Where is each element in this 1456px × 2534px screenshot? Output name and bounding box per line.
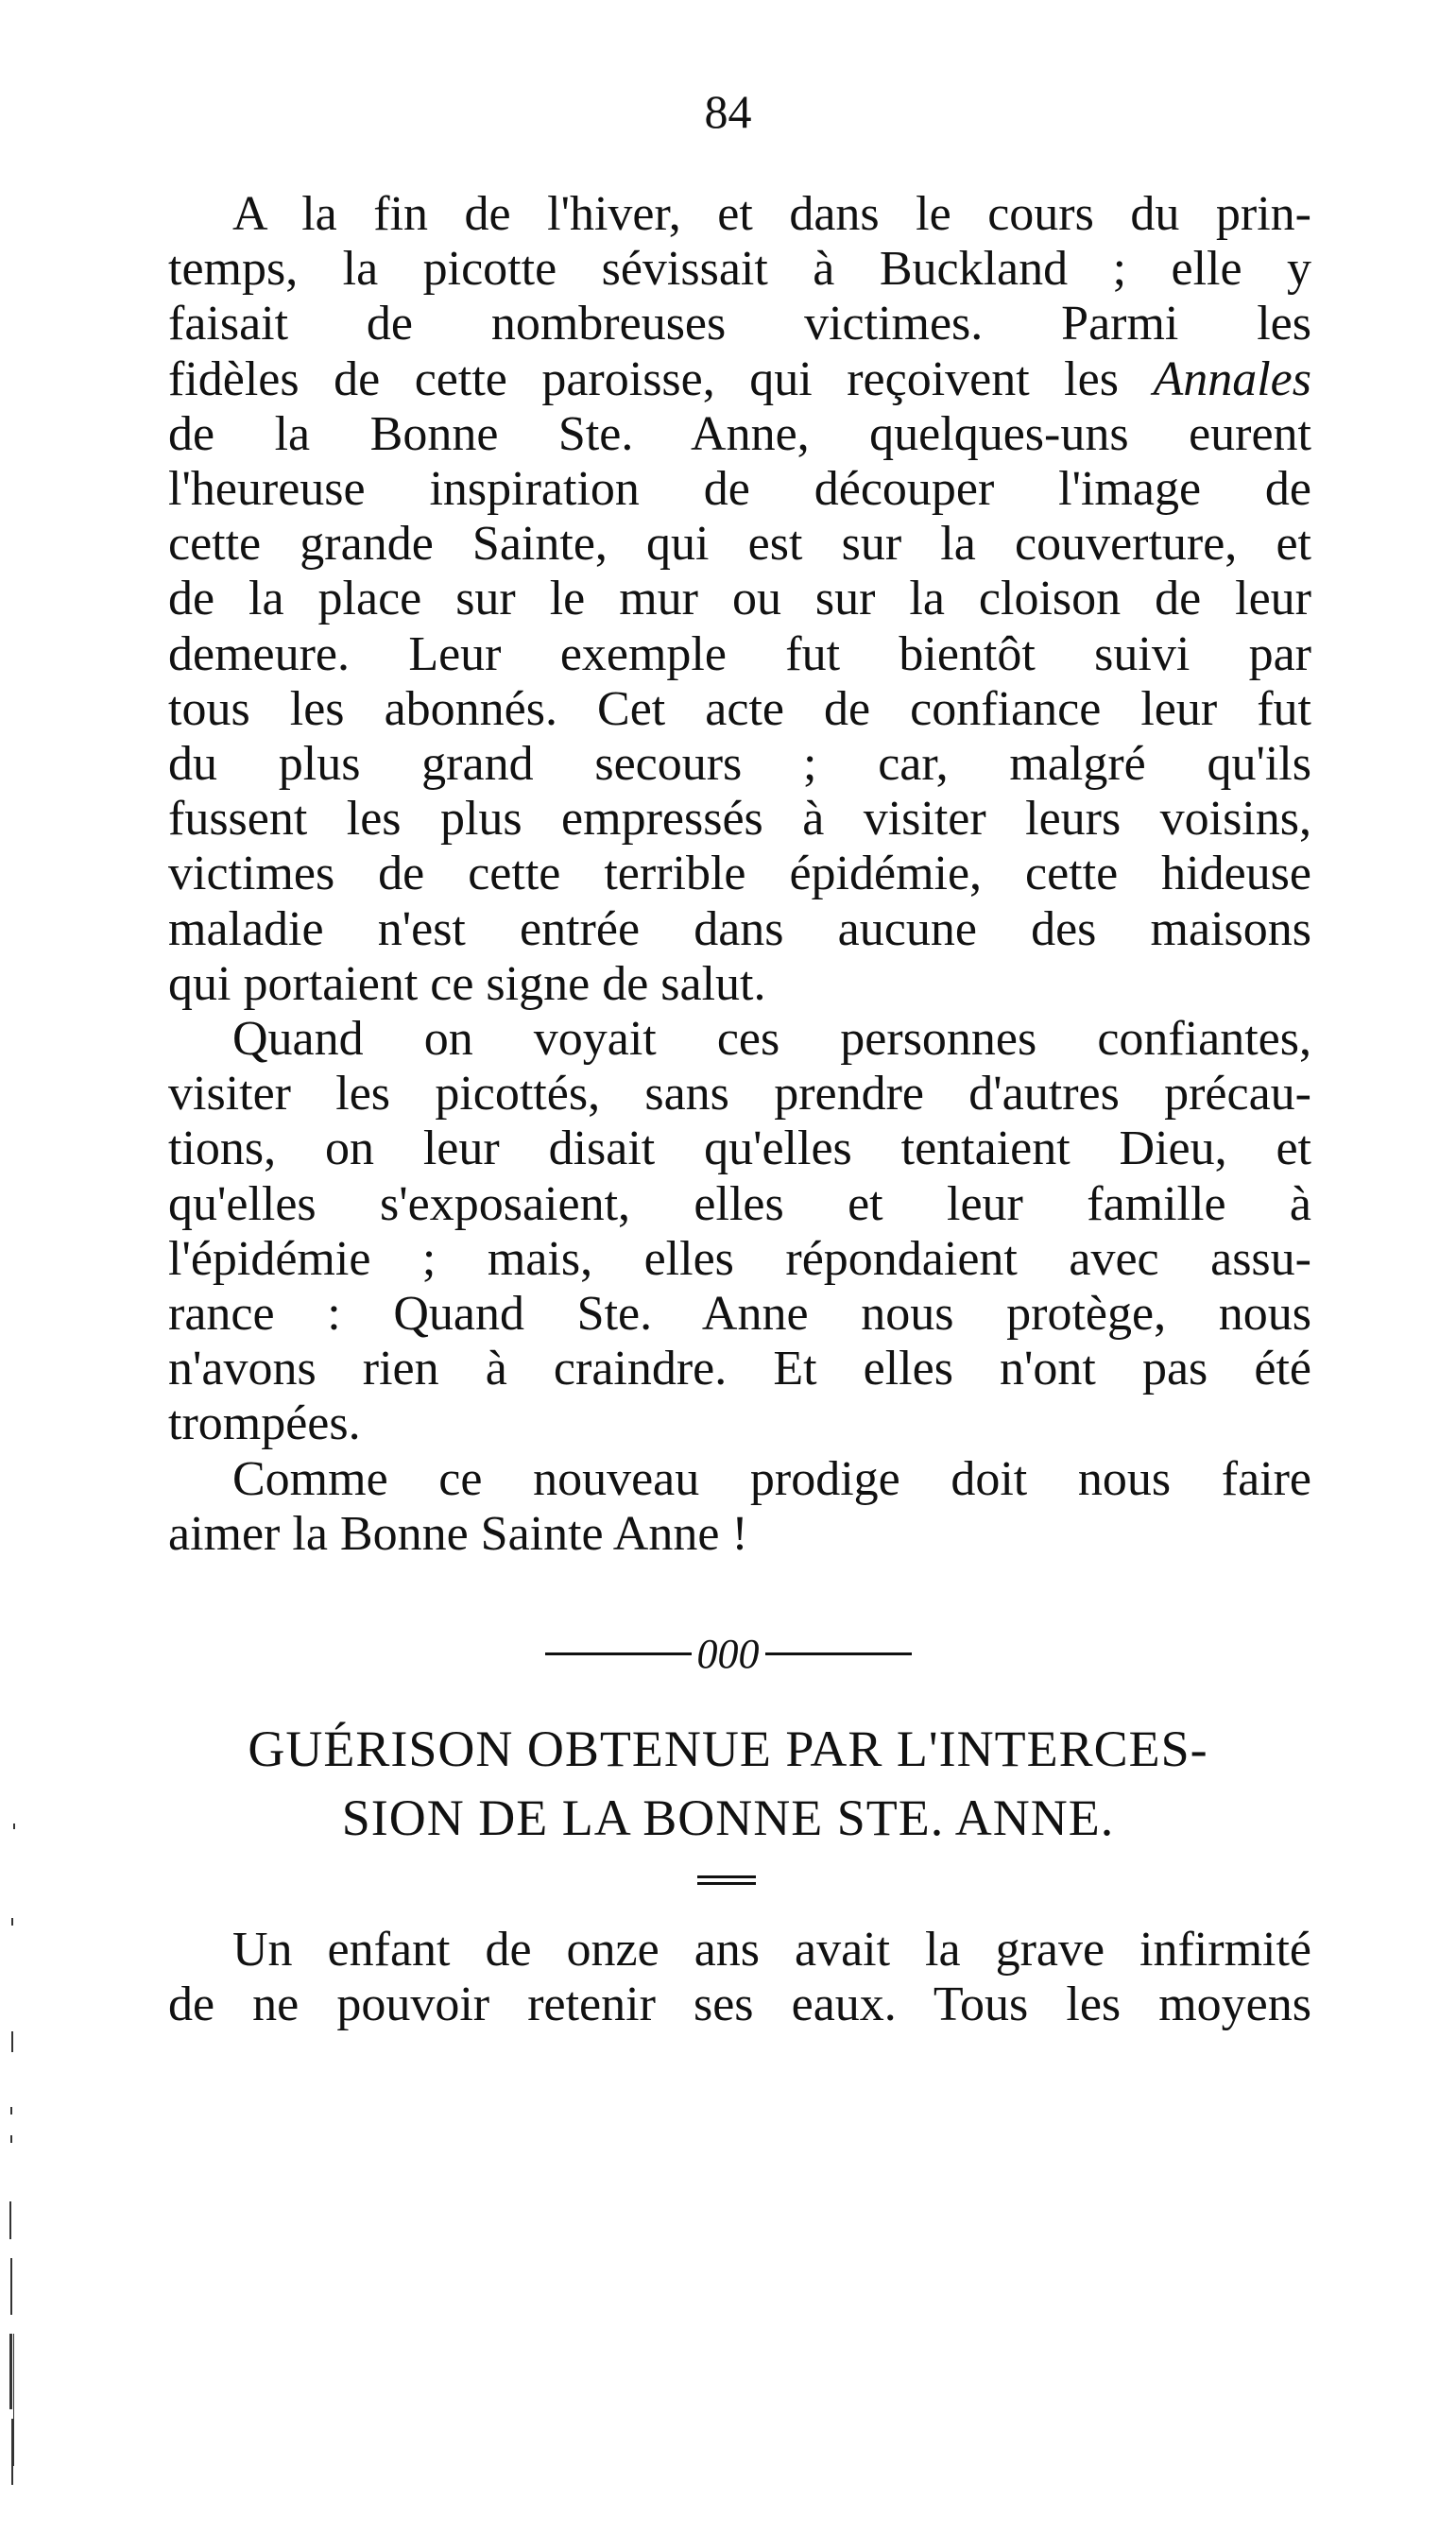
paragraph-2	[168, 1012, 1311, 1452]
text-line: Quand on voyait ces personnes confiantes,	[232, 1012, 1311, 1066]
text-line: du plus grand secours ; car, malgré qu'ils	[168, 737, 1311, 792]
text-line: demeure. Leur exemple fut bientôt suivi par	[168, 626, 1311, 681]
text-line: l'heureuse inspiration de découper l'image de	[168, 462, 1311, 517]
text-segment: fidèles de cette paroisse, qui reçoivent les	[168, 351, 1154, 406]
section-separator	[0, 1627, 1456, 1678]
text-line: rance : Quand Ste. Anne nous protège, nous	[168, 1287, 1311, 1342]
text-line: tous les abonnés. Cet acte de confiance leur fut	[168, 681, 1311, 736]
text-line: de la place sur le mur ou sur la cloison de leur	[168, 572, 1311, 626]
ornament-rule	[697, 1875, 756, 1889]
text-line: temps, la picotte sévissait à Buckland ; elle y	[168, 242, 1311, 297]
text-line: cette grande Sainte, qui est sur la couverture, et	[168, 517, 1311, 572]
text-line: faisait de nombreuses victimes. Parmi les	[168, 297, 1311, 351]
text-line-with-italic	[168, 352, 1311, 407]
text-line: maladie n'est entrée dans aucune des maisons	[168, 901, 1311, 956]
text-line: n'avons rien à craindre. Et elles n'ont pas été	[168, 1342, 1311, 1396]
separator-rule-left	[545, 1652, 692, 1655]
text-line: A la fin de l'hiver, et dans le cours du prin-	[232, 187, 1311, 241]
paragraph-1	[168, 187, 1311, 1012]
section-heading-line-2: SION DE LA BONNE STE. ANNE.	[341, 1789, 1115, 1846]
page-number: 84	[704, 85, 752, 138]
text-line: qu'elles s'exposaient, elles et leur famille à	[168, 1176, 1311, 1231]
separator-text: 000	[696, 1630, 760, 1677]
text-line: de la Bonne Ste. Anne, quelques-uns eurent	[168, 406, 1311, 461]
text-line: visiter les picottés, sans prendre d'autres précau-	[168, 1067, 1311, 1121]
section-heading-line-1: GUÉRISON OBTENUE PAR L'INTERCES-	[248, 1721, 1208, 1777]
text-line: fussent les plus empressés à visiter leurs voisins,	[168, 792, 1311, 847]
text-line: Comme ce nouveau prodige doit nous faire	[232, 1452, 1311, 1506]
text-line: trompées.	[168, 1396, 361, 1451]
margin-scan-marks	[0, 0, 38, 2534]
ornament-line	[697, 1882, 756, 1885]
paragraph-3	[168, 1452, 1311, 1562]
text-line: victimes de cette terrible épidémie, cette hideuse	[168, 847, 1311, 901]
text-line: qui portaient ce signe de salut.	[168, 956, 766, 1011]
italic-title-annales: Annales	[1153, 351, 1311, 406]
text-line: de ne pouvoir retenir ses eaux. Tous les moyens	[168, 1978, 1311, 2032]
paragraph-4	[168, 1923, 1311, 2032]
separator-rule-right	[765, 1652, 912, 1655]
ornament-line	[697, 1875, 756, 1878]
text-line: l'épidémie ; mais, elles répondaient avec assu-	[168, 1231, 1311, 1286]
text-line: Un enfant de onze ans avait la grave infirmité	[232, 1923, 1311, 1977]
text-line: aimer la Bonne Sainte Anne !	[168, 1507, 748, 1562]
text-line: tions, on leur disait qu'elles tentaient Dieu, et	[168, 1121, 1311, 1176]
